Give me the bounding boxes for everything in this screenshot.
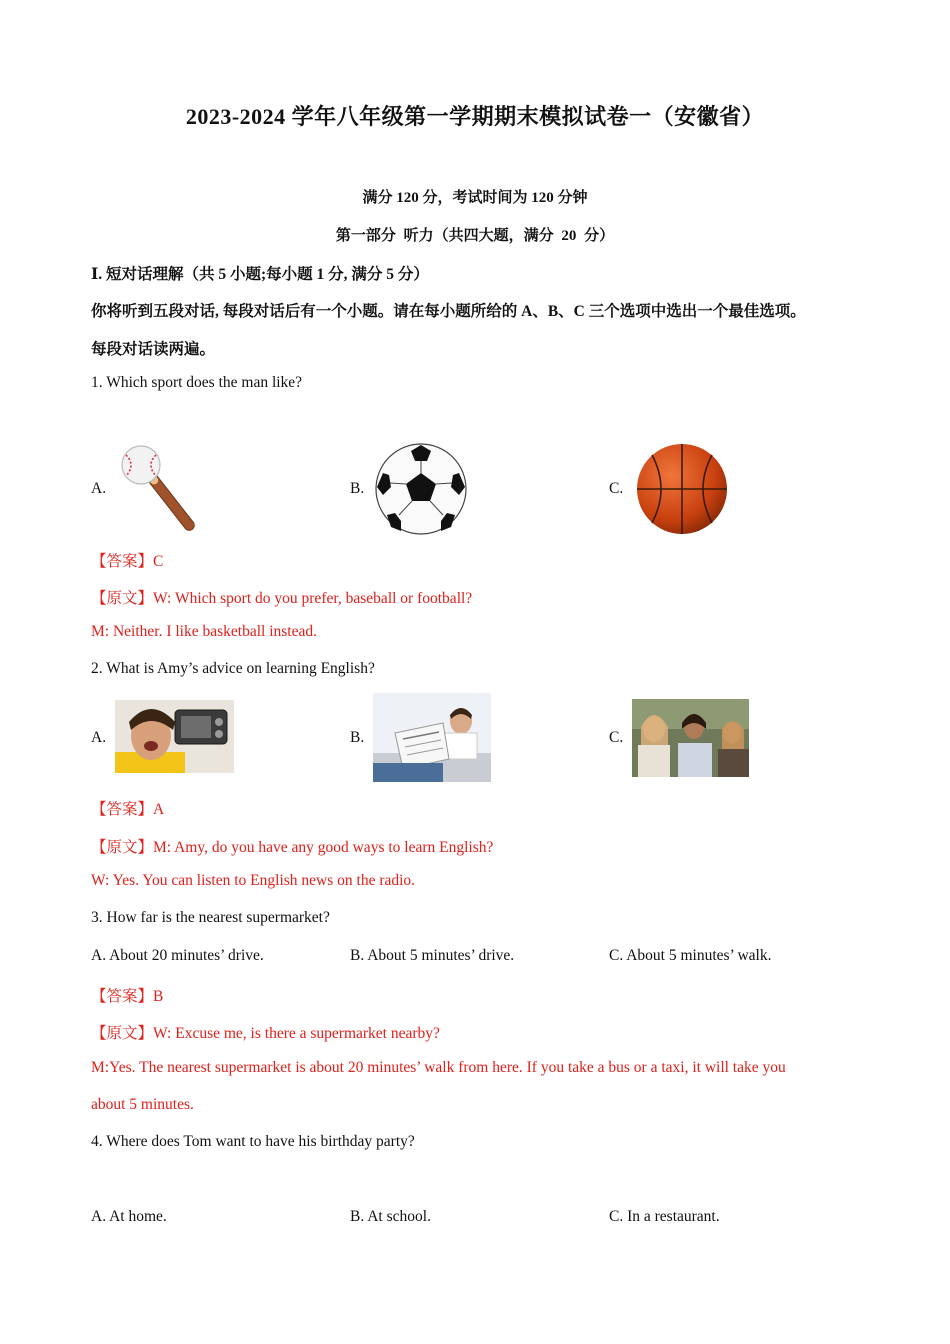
q4-option-c: C. In a restaurant.: [609, 1208, 720, 1225]
q3-option-a: A. About 20 minutes’ drive.: [91, 947, 264, 964]
q2-transcript-line-1: 【原文】M: Amy, do you have any good ways to learn English?: [91, 839, 494, 856]
q3-transcript-line-2: M:Yes. The nearest supermarket is about 20 minutes’ walk from here. If you take a bus or a taxi, it will take you: [91, 1059, 786, 1076]
q3-transcript-line-1: 【原文】W: Excuse me, is there a supermarket nearby?: [91, 1025, 440, 1042]
q2-transcript-line-2: W: Yes. You can listen to English news on the radio.: [91, 872, 416, 889]
instructions-line-1: 你将听到五段对话, 每段对话后有一个小题。请在每小题所给的 A、B、C 三个选项中选出一个最佳选项。: [91, 303, 806, 320]
q1-option-a-label: A.: [91, 480, 107, 497]
question-1: 1. Which sport does the man like?: [91, 374, 303, 391]
q2-option-c-label: C.: [609, 729, 624, 746]
q1-option-c-label: C.: [609, 480, 624, 497]
q2-option-a-label: A.: [91, 729, 107, 746]
basketball-image: [636, 443, 728, 535]
page-title: 2023-2024 学年八年级第一学期期末模拟试卷一（安徽省）: [185, 104, 765, 129]
q4-option-b: B. At school.: [350, 1208, 431, 1225]
q2-answer: 【答案】A: [91, 801, 165, 818]
q3-option-c: C. About 5 minutes’ walk.: [609, 947, 772, 964]
q1-answer: 【答案】C: [91, 553, 164, 570]
instructions-line-2: 每段对话读两遍。: [91, 341, 216, 358]
q2-option-b-label: B.: [350, 729, 365, 746]
q1-transcript-line-1: 【原文】W: Which sport do you prefer, baseball or football?: [91, 590, 473, 607]
soccer-ball-image: [375, 443, 467, 535]
part-heading: 第一部分 听力（共四大题，满分 20 分）: [335, 228, 615, 244]
q3-answer: 【答案】B: [91, 988, 164, 1005]
question-2: 2. What is Amy’s advice on learning English?: [91, 660, 375, 677]
question-3: 3. How far is the nearest supermarket?: [91, 909, 330, 926]
man-with-radio-image: [115, 700, 234, 773]
section-heading: Ⅰ. 短对话理解（共 5 小题;每小题 1 分, 满分 5 分）: [91, 266, 429, 283]
q3-transcript-line-3: about 5 minutes.: [91, 1096, 194, 1113]
exam-meta-score-time: 满分 120 分，考试时间为 120 分钟: [362, 190, 588, 206]
question-4: 4. Where does Tom want to have his birthday party?: [91, 1133, 415, 1150]
q3-option-b: B. About 5 minutes’ drive.: [350, 947, 515, 964]
q4-option-a: A. At home.: [91, 1208, 167, 1225]
women-chatting-image: [632, 699, 749, 777]
baseball-bat-image: [114, 443, 210, 535]
q1-option-b-label: B.: [350, 480, 365, 497]
man-reading-newspaper-image: [373, 693, 491, 782]
q1-transcript-line-2: M: Neither. I like basketball instead.: [91, 623, 317, 640]
